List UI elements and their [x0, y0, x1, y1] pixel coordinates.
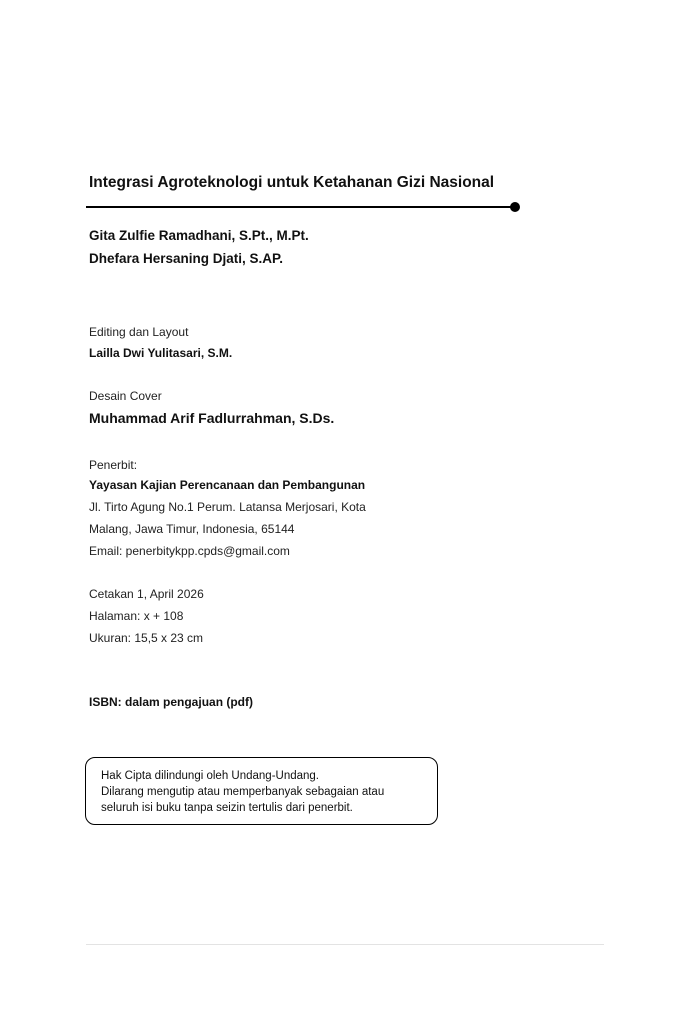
publisher-address-line1: Jl. Tirto Agung No.1 Perum. Latansa Merjosari, Kota — [89, 500, 366, 514]
isbn: ISBN: dalam pengajuan (pdf) — [89, 695, 254, 709]
author-2: Dhefara Hersaning Djati, S.AP. — [89, 251, 284, 266]
publisher-label: Penerbit: — [89, 458, 138, 472]
cover-label: Desain Cover — [89, 389, 162, 403]
copyright-notice-box — [85, 757, 438, 825]
publisher-name: Yayasan Kajian Perencanaan dan Pembangunan — [89, 478, 366, 492]
cover-designer-name: Muhammad Arif Fadlurrahman, S.Ds. — [89, 410, 335, 426]
title-underline — [86, 206, 514, 208]
copyright-line-3: seluruh isi buku tanpa seizin tertulis dari penerbit. — [101, 802, 353, 814]
underline-dot — [510, 202, 520, 212]
editing-label: Editing dan Layout — [89, 325, 189, 339]
print-edition: Cetakan 1, April 2026 — [89, 587, 204, 601]
footer-divider — [86, 944, 604, 945]
page-count: Halaman: x + 108 — [89, 609, 184, 623]
publisher-address-line2: Malang, Jawa Timur, Indonesia, 65144 — [89, 522, 295, 536]
editor-name: Lailla Dwi Yulitasari, S.M. — [89, 346, 233, 360]
copyright-line-2: Dilarang mengutip atau memperbanyak sebagaian atau — [101, 786, 385, 798]
author-1: Gita Zulfie Ramadhani, S.Pt., M.Pt. — [89, 228, 309, 243]
copyright-line-1: Hak Cipta dilindungi oleh Undang-Undang. — [101, 770, 320, 782]
book-size: Ukuran: 15,5 x 23 cm — [89, 631, 204, 645]
book-title: Integrasi Agroteknologi untuk Ketahanan Gizi Nasional — [89, 174, 495, 191]
publisher-email: Email: penerbitykpp.cpds@gmail.com — [89, 544, 290, 558]
